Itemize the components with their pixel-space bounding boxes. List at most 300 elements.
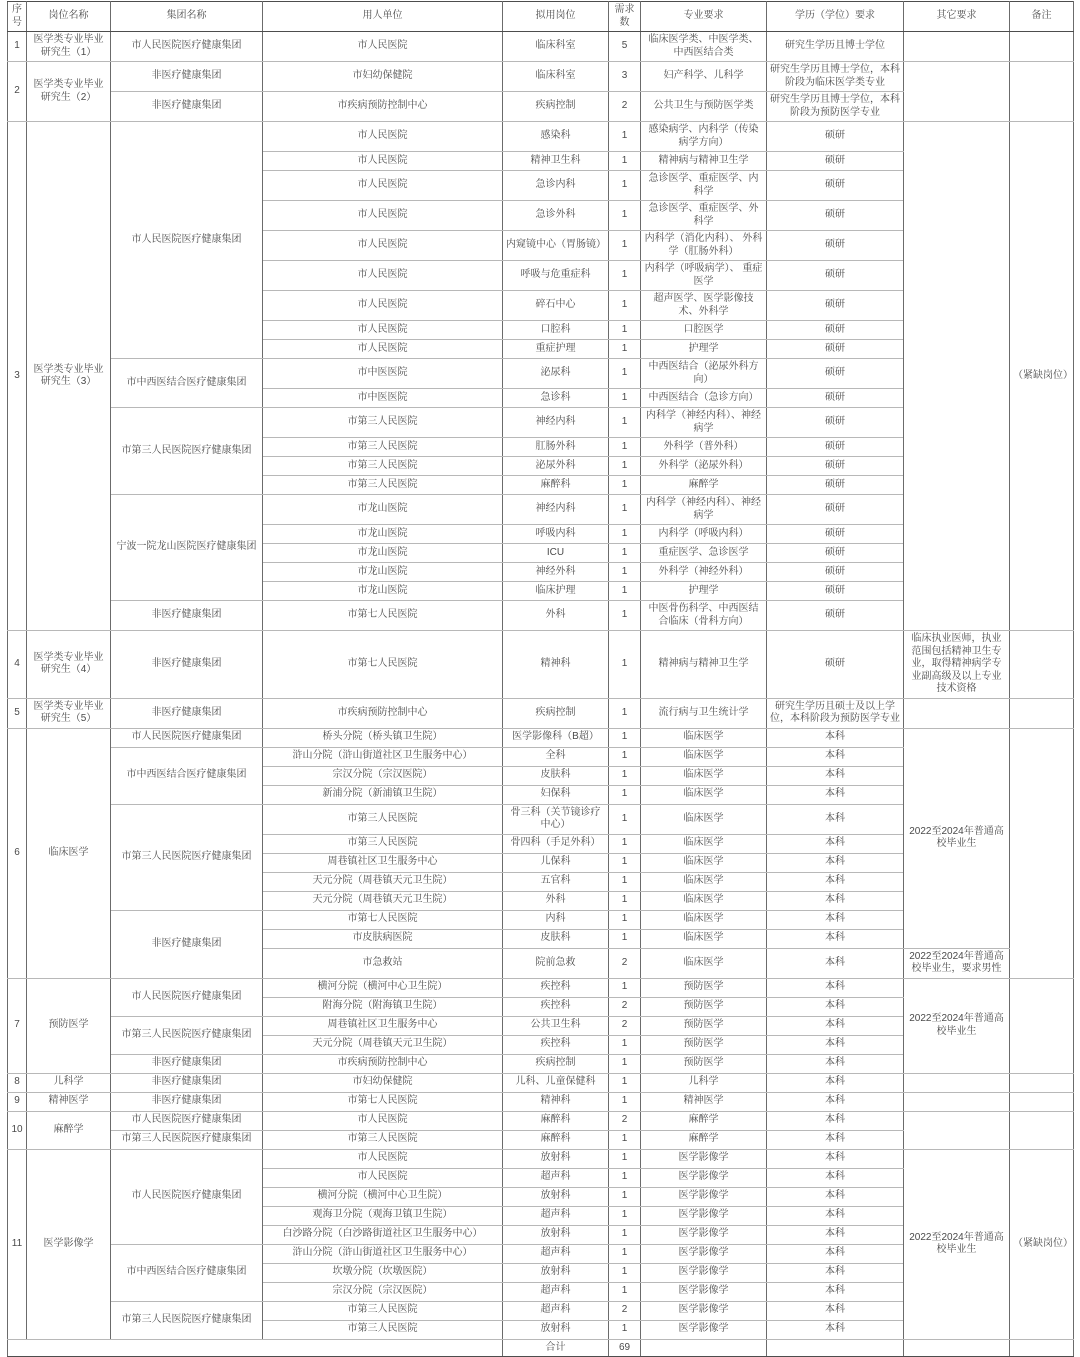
cell-major: 精神病与精神卫生学 [641,152,767,171]
header-cell-8: 其它要求 [904,2,1010,32]
cell-employer: 市人民医院 [263,152,503,171]
cell-major: 预防医学 [641,1016,767,1035]
cell-count: 1 [609,457,641,476]
cell-count: 1 [609,1263,641,1282]
cell-major: 临床医学 [641,804,767,834]
cell-job: 神经内科 [503,408,609,438]
cell-degree: 本科 [767,1035,904,1054]
total-row [8,1339,1074,1357]
cell-count: 1 [609,476,641,495]
cell-major: 临床医学 [641,747,767,766]
cell-group-name: 市人民医院医疗健康集团 [111,1111,263,1130]
cell-group-name: 非医疗健康集团 [111,601,263,631]
cell-job: 外科 [503,601,609,631]
cell-section-no: 2 [8,62,27,122]
cell-empty [904,1339,1010,1357]
cell-job: 急诊内科 [503,171,609,201]
cell-job: 妇保科 [503,785,609,804]
cell-employer: 市第三人民医院 [263,1320,503,1339]
cell-group-name: 市中西医结合医疗健康集团 [111,747,263,804]
cell-major: 临床医学类、中医学类、中西医结合类 [641,32,767,62]
cell-degree: 硕研 [767,122,904,152]
cell-count: 1 [609,1244,641,1263]
cell-position-name: 医学类专业毕业研究生（5） [27,698,111,728]
cell-degree: 本科 [767,948,904,978]
cell-job: 疾病控制 [503,92,609,122]
cell-degree: 本科 [767,891,904,910]
cell-count: 1 [609,1225,641,1244]
cell-employer: 市人民医院 [263,291,503,321]
cell-major: 临床医学 [641,929,767,948]
cell-count: 1 [609,389,641,408]
cell-job: 疾病控制 [503,1054,609,1073]
cell-degree: 研究生学历且博士学位，本科阶段为预防医学专业 [767,92,904,122]
cell-job: 麻醉科 [503,476,609,495]
cell-major: 临床医学 [641,948,767,978]
cell-employer: 市第三人民医院 [263,457,503,476]
cell-remark [1010,1092,1074,1111]
cell-employer: 周巷镇社区卫生服务中心 [263,853,503,872]
cell-major: 医学影像学 [641,1225,767,1244]
recruitment-table [7,1,1074,1357]
cell-count: 1 [609,201,641,231]
cell-count: 1 [609,785,641,804]
header-cell-5: 需求数 [609,2,641,32]
cell-degree: 硕研 [767,544,904,563]
cell-employer: 市第三人民医院 [263,476,503,495]
cell-employer: 天元分院（周巷镇天元卫生院） [263,872,503,891]
cell-major: 临床医学 [641,891,767,910]
cell-job: 疾控科 [503,978,609,997]
cell-degree: 硕研 [767,525,904,544]
cell-count: 1 [609,1130,641,1149]
cell-section-no: 3 [8,122,27,631]
cell-employer: 新浦分院（新浦镇卫生院） [263,785,503,804]
cell-major: 临床医学 [641,872,767,891]
cell-group-name: 非医疗健康集团 [111,92,263,122]
cell-degree: 本科 [767,728,904,747]
cell-job: 急诊外科 [503,201,609,231]
cell-job: 医学影像科（B超） [503,728,609,747]
cell-count: 1 [609,1168,641,1187]
cell-other-requirements: 2022至2024年普通高校毕业生，要求男性 [904,948,1010,978]
cell-job: 临床科室 [503,32,609,62]
cell-major: 外科学（普外科） [641,438,767,457]
cell-employer: 市第三人民医院 [263,408,503,438]
cell-major: 预防医学 [641,1035,767,1054]
cell-remark [1010,631,1074,699]
cell-count: 1 [609,929,641,948]
cell-total-label: 合计 [503,1339,609,1357]
cell-remark: （紧缺岗位） [1010,122,1074,631]
cell-count: 1 [609,1187,641,1206]
cell-job: 疾控科 [503,1035,609,1054]
cell-degree: 硕研 [767,408,904,438]
cell-other-requirements [904,122,1010,631]
cell-employer: 市第三人民医院 [263,438,503,457]
header-cell-4: 拟用岗位 [503,2,609,32]
table-row [8,1073,1074,1092]
cell-major: 临床医学 [641,785,767,804]
cell-section-no: 9 [8,1092,27,1111]
cell-empty [8,1339,503,1357]
cell-degree: 硕研 [767,438,904,457]
cell-position-name: 医学类专业毕业研究生（4） [27,631,111,699]
cell-other-requirements: 2022至2024年普通高校毕业生 [904,1149,1010,1339]
cell-position-name: 医学类专业毕业研究生（2） [27,62,111,122]
cell-major: 精神病与精神卫生学 [641,631,767,699]
cell-employer: 市龙山医院 [263,525,503,544]
cell-degree: 硕研 [767,582,904,601]
cell-degree: 本科 [767,997,904,1016]
cell-major: 麻醉学 [641,476,767,495]
cell-major: 临床医学 [641,728,767,747]
cell-job: 泌尿科 [503,359,609,389]
table-row [8,728,1074,747]
cell-position-name: 临床医学 [27,728,111,978]
cell-degree: 本科 [767,1111,904,1130]
cell-empty [641,1339,767,1357]
table-header-row [8,2,1074,32]
cell-job: 骨四科（手足外科） [503,834,609,853]
cell-other-requirements: 2022至2024年普通高校毕业生 [904,978,1010,1073]
cell-job: 泌尿外科 [503,457,609,476]
cell-count: 1 [609,438,641,457]
cell-degree: 硕研 [767,476,904,495]
cell-position-name: 精神医学 [27,1092,111,1111]
cell-employer: 市人民医院 [263,231,503,261]
cell-major: 中西医结合（泌尿外科方向） [641,359,767,389]
cell-group-name: 非医疗健康集团 [111,62,263,92]
cell-count: 1 [609,728,641,747]
cell-major: 精神医学 [641,1092,767,1111]
cell-group-name: 市人民医院医疗健康集团 [111,1149,263,1244]
cell-count: 1 [609,495,641,525]
cell-major: 口腔医学 [641,321,767,340]
cell-degree: 本科 [767,747,904,766]
cell-major: 预防医学 [641,997,767,1016]
cell-major: 内科学（神经内科）、神经病学 [641,408,767,438]
cell-section-no: 5 [8,698,27,728]
cell-group-name: 宁波一院龙山医院医疗健康集团 [111,495,263,601]
cell-employer: 宗汉分院（宗汉医院） [263,1282,503,1301]
cell-empty [1010,1339,1074,1357]
cell-employer: 市人民医院 [263,122,503,152]
cell-section-no: 11 [8,1149,27,1339]
cell-degree: 硕研 [767,152,904,171]
table-row [8,32,1074,62]
cell-count: 2 [609,997,641,1016]
cell-degree: 本科 [767,1320,904,1339]
cell-position-name: 预防医学 [27,978,111,1073]
cell-count: 1 [609,804,641,834]
cell-degree: 硕研 [767,321,904,340]
cell-employer: 坎墩分院（坎墩医院） [263,1263,503,1282]
cell-group-name: 市第三人民医院医疗健康集团 [111,1130,263,1149]
cell-degree: 本科 [767,1130,904,1149]
cell-employer: 市第三人民医院 [263,1130,503,1149]
cell-major: 医学影像学 [641,1187,767,1206]
cell-degree: 本科 [767,1054,904,1073]
cell-remark [1010,32,1074,62]
cell-count: 2 [609,1016,641,1035]
cell-degree: 本科 [767,1244,904,1263]
cell-other-requirements [904,698,1010,728]
cell-major: 内科学（消化内科）、 外科学（肛肠外科） [641,231,767,261]
cell-employer: 市龙山医院 [263,582,503,601]
header-cell-6: 专业要求 [641,2,767,32]
cell-group-name: 非医疗健康集团 [111,910,263,978]
cell-employer: 市第三人民医院 [263,1301,503,1320]
cell-major: 外科学（泌尿外科） [641,457,767,476]
cell-degree: 硕研 [767,563,904,582]
cell-position-name: 医学类专业毕业研究生（1） [27,32,111,62]
cell-empty [767,1339,904,1357]
cell-job: 放射科 [503,1187,609,1206]
cell-degree: 硕研 [767,389,904,408]
cell-other-requirements [904,62,1010,122]
cell-major: 内科学（呼吸病学）、 重症医学 [641,261,767,291]
cell-employer: 市疾病预防控制中心 [263,1054,503,1073]
cell-job: 全科 [503,747,609,766]
cell-degree: 本科 [767,1187,904,1206]
cell-employer: 白沙路分院（白沙路街道社区卫生服务中心） [263,1225,503,1244]
cell-job: 院前急救 [503,948,609,978]
cell-degree: 本科 [767,1301,904,1320]
cell-section-no: 10 [8,1111,27,1149]
cell-degree: 本科 [767,1092,904,1111]
table-row [8,978,1074,997]
cell-count: 1 [609,563,641,582]
cell-major: 临床医学 [641,910,767,929]
cell-major: 医学影像学 [641,1282,767,1301]
cell-position-name: 麻醉学 [27,1111,111,1149]
cell-job: 公共卫生科 [503,1016,609,1035]
cell-major: 临床医学 [641,834,767,853]
cell-degree: 本科 [767,1073,904,1092]
cell-degree: 本科 [767,785,904,804]
cell-job: 肛肠外科 [503,438,609,457]
cell-degree: 本科 [767,1206,904,1225]
cell-count: 1 [609,1054,641,1073]
cell-job: 疾控科 [503,997,609,1016]
table-row [8,62,1074,92]
cell-group-name: 市中西医结合医疗健康集团 [111,359,263,408]
cell-employer: 市人民医院 [263,1168,503,1187]
cell-other-requirements: 2022至2024年普通高校毕业生 [904,728,1010,948]
cell-employer: 市第七人民医院 [263,601,503,631]
cell-degree: 本科 [767,872,904,891]
cell-group-name: 非医疗健康集团 [111,698,263,728]
cell-count: 1 [609,1035,641,1054]
header-cell-0: 序号 [8,2,27,32]
cell-degree: 本科 [767,1168,904,1187]
cell-employer: 横河分院（横河中心卫生院） [263,1187,503,1206]
cell-major: 预防医学 [641,978,767,997]
cell-count: 1 [609,1092,641,1111]
cell-group-name: 市人民医院医疗健康集团 [111,32,263,62]
table-row [8,698,1074,728]
cell-degree: 硕研 [767,359,904,389]
cell-job: 疾病控制 [503,698,609,728]
cell-employer: 市皮肤病医院 [263,929,503,948]
header-cell-1: 岗位名称 [27,2,111,32]
cell-count: 1 [609,261,641,291]
cell-count: 3 [609,62,641,92]
cell-employer: 桥头分院（桥头镇卫生院） [263,728,503,747]
header-cell-9: 备注 [1010,2,1074,32]
cell-job: 超声科 [503,1244,609,1263]
cell-employer: 市人民医院 [263,1149,503,1168]
cell-employer: 市急救站 [263,948,503,978]
cell-group-name: 非医疗健康集团 [111,1054,263,1073]
cell-job: 儿保科 [503,853,609,872]
cell-major: 医学影像学 [641,1263,767,1282]
cell-other-requirements [904,1092,1010,1111]
cell-employer: 宗汉分院（宗汉医院） [263,766,503,785]
cell-job: 神经外科 [503,563,609,582]
cell-degree: 硕研 [767,171,904,201]
cell-major: 麻醉学 [641,1130,767,1149]
header-cell-3: 用人单位 [263,2,503,32]
cell-job: 临床护理 [503,582,609,601]
cell-job: 呼吸内科 [503,525,609,544]
table-row [8,1149,1074,1168]
header-cell-7: 学历（学位）要求 [767,2,904,32]
cell-job: 外科 [503,891,609,910]
cell-job: 口腔科 [503,321,609,340]
table-body [8,32,1074,1357]
cell-job: 精神科 [503,631,609,699]
cell-degree: 硕研 [767,495,904,525]
cell-employer: 横河分院（横河中心卫生院） [263,978,503,997]
cell-other-requirements [904,1073,1010,1092]
cell-remark: （紧缺岗位） [1010,1149,1074,1339]
cell-position-name: 医学类专业毕业研究生（3） [27,122,111,631]
cell-degree: 研究生学历且博士学位 [767,32,904,62]
cell-remark [1010,62,1074,122]
cell-job: 精神科 [503,1092,609,1111]
cell-major: 内科学（神经内科）、神经病学 [641,495,767,525]
cell-count: 1 [609,631,641,699]
cell-major: 流行病与卫生统计学 [641,698,767,728]
cell-count: 1 [609,978,641,997]
cell-group-name: 市人民医院医疗健康集团 [111,978,263,1016]
cell-major: 外科学（神经外科） [641,563,767,582]
cell-employer: 附海分院（附海镇卫生院） [263,997,503,1016]
cell-position-name: 儿科学 [27,1073,111,1092]
cell-other-requirements: 临床执业医师，执业范围包括精神卫生专业，取得精神病学专业副高级及以上专业技术资格 [904,631,1010,699]
cell-count: 1 [609,171,641,201]
cell-count: 1 [609,698,641,728]
cell-section-no: 8 [8,1073,27,1092]
cell-job: 麻醉科 [503,1111,609,1130]
cell-job: 内科 [503,910,609,929]
cell-remark [1010,728,1074,978]
cell-employer: 市人民医院 [263,201,503,231]
cell-job: 超声科 [503,1282,609,1301]
cell-degree: 本科 [767,834,904,853]
cell-major: 护理学 [641,340,767,359]
cell-degree: 本科 [767,929,904,948]
cell-job: 骨三科（关节镜诊疗中心） [503,804,609,834]
cell-major: 医学影像学 [641,1244,767,1263]
cell-job: 皮肤科 [503,766,609,785]
cell-degree: 硕研 [767,631,904,699]
cell-job: 放射科 [503,1263,609,1282]
cell-employer: 市中医医院 [263,359,503,389]
cell-section-no: 6 [8,728,27,978]
cell-employer: 观海卫分院（观海卫镇卫生院） [263,1206,503,1225]
cell-job: 呼吸与危重症科 [503,261,609,291]
cell-degree: 本科 [767,853,904,872]
cell-degree: 硕研 [767,340,904,359]
cell-count: 1 [609,1073,641,1092]
cell-major: 中西医结合（急诊方向） [641,389,767,408]
cell-degree: 本科 [767,910,904,929]
cell-employer: 天元分院（周巷镇天元卫生院） [263,891,503,910]
cell-major: 急诊医学、重症医学、外科学 [641,201,767,231]
cell-degree: 硕研 [767,261,904,291]
cell-count: 1 [609,122,641,152]
cell-job: 重症护理 [503,340,609,359]
cell-section-no: 7 [8,978,27,1073]
cell-group-name: 市人民医院医疗健康集团 [111,122,263,359]
table-row [8,1111,1074,1130]
cell-employer: 市第七人民医院 [263,631,503,699]
cell-employer: 周巷镇社区卫生服务中心 [263,1016,503,1035]
cell-remark [1010,1073,1074,1092]
cell-job: 超声科 [503,1206,609,1225]
cell-major: 医学影像学 [641,1206,767,1225]
cell-degree: 本科 [767,1016,904,1035]
cell-count: 1 [609,1320,641,1339]
cell-count: 2 [609,92,641,122]
cell-other-requirements [904,32,1010,62]
cell-employer: 市人民医院 [263,171,503,201]
cell-group-name: 非医疗健康集团 [111,631,263,699]
cell-employer: 市龙山医院 [263,563,503,582]
cell-count: 1 [609,1282,641,1301]
cell-employer: 浒山分院（浒山街道社区卫生服务中心） [263,1244,503,1263]
cell-total-value: 69 [609,1339,641,1357]
cell-count: 1 [609,321,641,340]
cell-employer: 市疾病预防控制中心 [263,92,503,122]
cell-employer: 市人民医院 [263,340,503,359]
cell-job: 儿科、儿童保健科 [503,1073,609,1092]
cell-group-name: 市第三人民医院医疗健康集团 [111,804,263,910]
cell-major: 临床医学 [641,853,767,872]
cell-major: 中医骨伤科学、中西医结合临床（骨科方向） [641,601,767,631]
cell-employer: 市疾病预防控制中心 [263,698,503,728]
cell-employer: 市人民医院 [263,32,503,62]
cell-job: ICU [503,544,609,563]
cell-group-name: 市第三人民医院医疗健康集团 [111,408,263,495]
cell-count: 1 [609,910,641,929]
cell-group-name: 非医疗健康集团 [111,1073,263,1092]
table-row [8,631,1074,699]
cell-degree: 本科 [767,766,904,785]
cell-job: 放射科 [503,1320,609,1339]
cell-job: 感染科 [503,122,609,152]
cell-degree: 研究生学历且博士学位，本科阶段为临床医学类专业 [767,62,904,92]
cell-job: 急诊科 [503,389,609,408]
cell-position-name: 医学影像学 [27,1149,111,1339]
cell-job: 碎石中心 [503,291,609,321]
cell-employer: 市妇幼保健院 [263,62,503,92]
cell-count: 1 [609,340,641,359]
cell-count: 1 [609,853,641,872]
